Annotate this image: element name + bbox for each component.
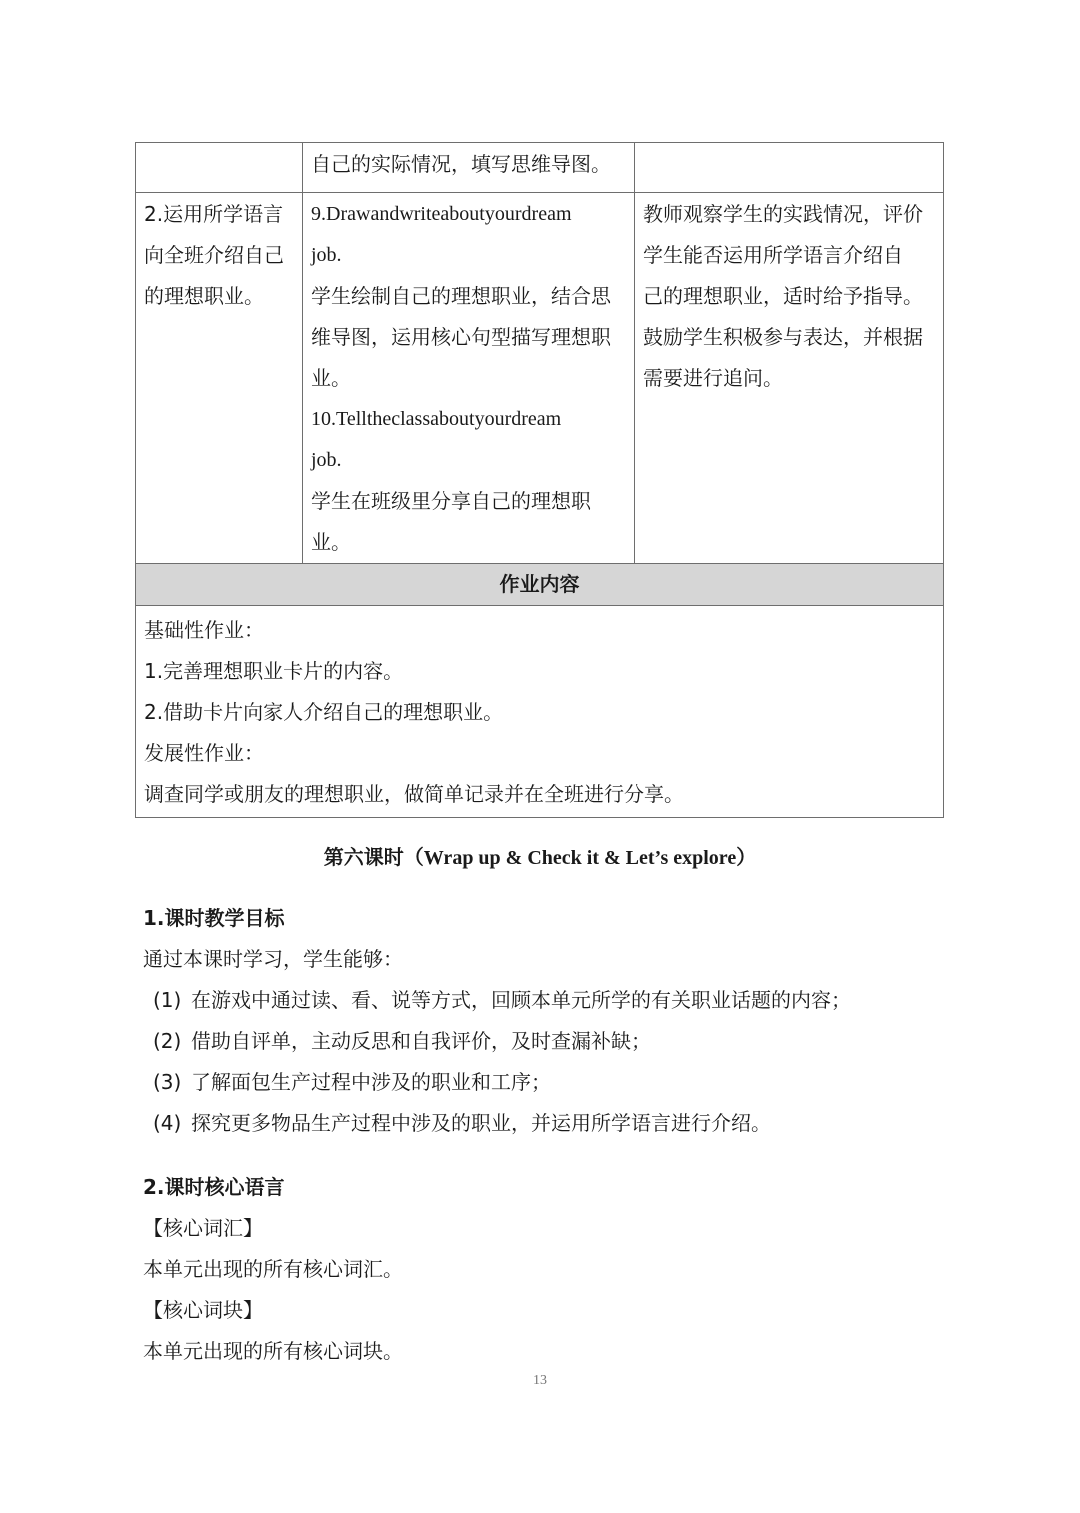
lesson-title-zh: 第六课时（ — [323, 845, 424, 869]
table-row — [136, 193, 944, 564]
lesson-plan-table — [135, 142, 944, 818]
goal-number: (2) — [153, 1029, 182, 1053]
homework-cell — [136, 606, 944, 818]
table-cell-activity — [303, 143, 635, 193]
homework-line: 基础性作业： — [144, 618, 264, 642]
table-cell-objective — [136, 143, 303, 193]
goal-text: 在游戏中通过读、看、说等方式，回顾本单元所学的有关职业话题的内容； — [191, 988, 851, 1012]
homework-line: 发展性作业： — [144, 741, 264, 765]
goal-number: (4) — [153, 1111, 182, 1135]
table-row — [136, 143, 944, 193]
word: and — [370, 203, 400, 225]
word: your — [484, 203, 522, 225]
cell-text: 自己的实际情况，填写思维导图。 — [311, 152, 611, 176]
word: Draw — [326, 203, 371, 225]
lesson-title-end: ） — [736, 845, 757, 869]
assessment-line: 学生能否运用所学语言介绍自 — [643, 243, 903, 267]
homework-line: 2.借助卡片向家人介绍自己的理想职业。 — [144, 700, 504, 724]
activity-9-zh-line: 业。 — [311, 366, 351, 390]
lesson-title-en: Wrap up & Check it & Let’s explore — [423, 847, 737, 869]
goal-text: 借助自评单，主动反思和自我评价，及时查漏补缺； — [191, 1029, 651, 1053]
table-cell-activity — [303, 193, 635, 564]
section-intro: 通过本课时学习，学生能够： — [143, 947, 403, 971]
word: Tell — [336, 408, 367, 430]
activity-10-zh-line: 学生在班级里分享自己的理想职 — [311, 489, 591, 513]
goal-item — [153, 1108, 771, 1138]
lesson-title — [0, 840, 1080, 875]
table-cell-assessment — [635, 143, 944, 193]
goal-item — [153, 985, 851, 1015]
vocab-text: 本单元出现的所有核心词汇。 — [143, 1257, 403, 1281]
objective-line: 向全班介绍自己 — [144, 243, 284, 267]
activity-9-en-line: job. — [311, 244, 342, 266]
word: class — [391, 408, 431, 430]
table-cell-assessment — [635, 193, 944, 564]
homework-header-row — [136, 564, 944, 606]
word: 10. — [311, 408, 336, 430]
word: the — [366, 408, 392, 430]
vocab-label: 【核心词汇】 — [143, 1216, 263, 1240]
activity-9-zh-line: 学生绘制自己的理想职业，结合思 — [311, 284, 611, 308]
section-heading: 1.课时教学目标 — [143, 906, 285, 930]
section-heading: 2.课时核心语言 — [143, 1175, 285, 1199]
word: about — [440, 203, 485, 225]
homework-row — [136, 606, 944, 818]
word: dream — [511, 408, 562, 430]
assessment-line: 教师观察学生的实践情况，评价 — [643, 202, 923, 226]
activity-9-en-line — [311, 194, 626, 235]
goal-item — [153, 1067, 551, 1097]
word: 9. — [311, 203, 326, 225]
activity-9-zh-line: 维导图，运用核心句型描写理想职 — [311, 325, 611, 349]
goal-number: (1) — [153, 988, 182, 1012]
goal-number: (3) — [153, 1070, 182, 1094]
phrase-label: 【核心词块】 — [143, 1298, 263, 1322]
word: dream — [521, 203, 572, 225]
assessment-line: 需要进行追问。 — [643, 366, 783, 390]
objective-line: 2.运用所学语言 — [144, 202, 284, 226]
goal-text: 了解面包生产过程中涉及的职业和工序； — [191, 1070, 551, 1094]
assessment-line: 鼓励学生积极参与表达，并根据 — [643, 325, 923, 349]
homework-header: 作业内容 — [136, 564, 944, 606]
activity-10-en-line: job. — [311, 449, 342, 471]
word: your — [474, 408, 512, 430]
page-number: 13 — [533, 1373, 547, 1388]
word: about — [430, 408, 475, 430]
homework-line: 1.完善理想职业卡片的内容。 — [144, 659, 404, 683]
activity-10-zh-line: 业。 — [311, 530, 351, 554]
homework-line: 调查同学或朋友的理想职业，做简单记录并在全班进行分享。 — [144, 782, 684, 806]
word: write — [399, 203, 441, 225]
assessment-line: 己的理想职业，适时给予指导。 — [643, 284, 923, 308]
goal-text: 探究更多物品生产过程中涉及的职业，并运用所学语言进行介绍。 — [191, 1111, 771, 1135]
activity-10-en-line — [311, 399, 626, 440]
table-cell-objective — [136, 193, 303, 564]
phrase-text: 本单元出现的所有核心词块。 — [143, 1339, 403, 1363]
objective-line: 的理想职业。 — [144, 284, 264, 308]
goal-item — [153, 1026, 651, 1056]
